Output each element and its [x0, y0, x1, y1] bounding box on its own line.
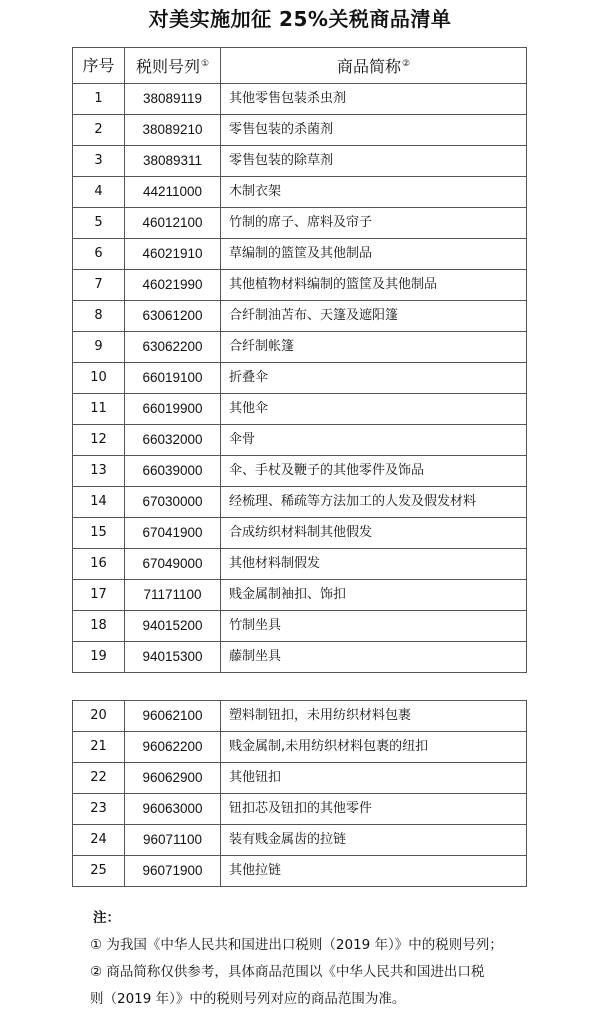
table-row: [73, 825, 527, 856]
table-row: [73, 177, 527, 208]
table-row: [73, 732, 527, 763]
cell-product-name: 经梳理、稀疏等方法加工的人发及假发材料: [221, 487, 527, 518]
cell-tariff-code: 38089119: [125, 84, 221, 115]
cell-product-name: 其他材料制假发: [221, 549, 527, 580]
cell-product-name: 零售包装的杀菌剂: [221, 115, 527, 146]
cell-product-name: 折叠伞: [221, 363, 527, 394]
page-title: 对美实施加征 25%关税商品清单: [148, 7, 452, 31]
cell-product-name: 伞骨: [221, 425, 527, 456]
cell-no: 13: [73, 456, 125, 487]
table-body-part-2: [73, 701, 527, 887]
cell-product-name: 装有贱金属齿的拉链: [221, 825, 527, 856]
cell-product-name: 其他植物材料编制的篮筐及其他制品: [221, 270, 527, 301]
cell-product-name: 贱金属制,未用纺织材料包裹的纽扣: [221, 732, 527, 763]
cell-tariff-code: 96071900: [125, 856, 221, 887]
table-row: [73, 549, 527, 580]
cell-product-name: 其他伞: [221, 394, 527, 425]
cell-tariff-code: 67041900: [125, 518, 221, 549]
table-row: [73, 611, 527, 642]
table-row: [73, 208, 527, 239]
table-row: [73, 456, 527, 487]
cell-tariff-code: 96071100: [125, 825, 221, 856]
cell-tariff-code: 46021990: [125, 270, 221, 301]
cell-product-name: 钮扣芯及钮扣的其他零件: [221, 794, 527, 825]
cell-product-name: 其他钮扣: [221, 763, 527, 794]
cell-tariff-code: 94015300: [125, 642, 221, 673]
table-header-row: [73, 48, 527, 84]
cell-no: 9: [73, 332, 125, 363]
cell-tariff-code: 66019900: [125, 394, 221, 425]
note-line: ① 为我国《中华人民共和国进出口税则（2019 年）》中的税则号列；: [90, 937, 503, 953]
cell-no: 10: [73, 363, 125, 394]
footnote-mark-2: ②: [401, 59, 411, 69]
table-row: [73, 794, 527, 825]
cell-tariff-code: 46012100: [125, 208, 221, 239]
cell-tariff-code: 38089311: [125, 146, 221, 177]
cell-no: 25: [73, 856, 125, 887]
cell-tariff-code: 44211000: [125, 177, 221, 208]
header-code-label: 税则号列: [135, 57, 200, 76]
table-row: [73, 301, 527, 332]
cell-tariff-code: 94015200: [125, 611, 221, 642]
cell-no: 2: [73, 115, 125, 146]
table-row: [73, 394, 527, 425]
table-row: [73, 518, 527, 549]
cell-no: 4: [73, 177, 125, 208]
cell-tariff-code: 96062900: [125, 763, 221, 794]
cell-no: 15: [73, 518, 125, 549]
table-row: [73, 363, 527, 394]
note-line: ② 商品简称仅供参考，具体商品范围以《中华人民共和国进出口税: [90, 964, 485, 980]
cell-tariff-code: 96062200: [125, 732, 221, 763]
table-row: [73, 425, 527, 456]
cell-no: 19: [73, 642, 125, 673]
cell-product-name: 合纤制帐篷: [221, 332, 527, 363]
cell-no: 6: [73, 239, 125, 270]
cell-product-name: 塑料制钮扣，未用纺织材料包裹: [221, 701, 527, 732]
table-row: [73, 580, 527, 611]
cell-no: 1: [73, 84, 125, 115]
table-body-part-1: [73, 84, 527, 673]
cell-no: 18: [73, 611, 125, 642]
header-name-label: 商品简称: [336, 57, 401, 76]
cell-tariff-code: 71171100: [125, 580, 221, 611]
table-row: [73, 115, 527, 146]
cell-no: 23: [73, 794, 125, 825]
cell-tariff-code: 96062100: [125, 701, 221, 732]
cell-tariff-code: 63062200: [125, 332, 221, 363]
cell-no: 7: [73, 270, 125, 301]
table-row: [73, 856, 527, 887]
header-no: [73, 48, 125, 84]
cell-no: 5: [73, 208, 125, 239]
cell-tariff-code: 66039000: [125, 456, 221, 487]
header-name: [221, 48, 527, 84]
cell-tariff-code: 66019100: [125, 363, 221, 394]
cell-tariff-code: 66032000: [125, 425, 221, 456]
tariff-table-part-1: [72, 47, 527, 673]
cell-product-name: 合纤制油苫布、天篷及遮阳篷: [221, 301, 527, 332]
cell-no: 8: [73, 301, 125, 332]
table-row: [73, 487, 527, 518]
cell-no: 12: [73, 425, 125, 456]
cell-no: 22: [73, 763, 125, 794]
table-row: [73, 146, 527, 177]
cell-tariff-code: 96063000: [125, 794, 221, 825]
cell-tariff-code: 67030000: [125, 487, 221, 518]
table-row: [73, 763, 527, 794]
header-no-label: 序号: [82, 55, 115, 75]
table-row: [73, 84, 527, 115]
table-row: [73, 701, 527, 732]
cell-no: 16: [73, 549, 125, 580]
table-row: [73, 332, 527, 363]
cell-product-name: 合成纺织材料制其他假发: [221, 518, 527, 549]
cell-product-name: 竹制的席子、席料及帘子: [221, 208, 527, 239]
cell-no: 20: [73, 701, 125, 732]
cell-no: 14: [73, 487, 125, 518]
cell-no: 24: [73, 825, 125, 856]
cell-product-name: 藤制坐具: [221, 642, 527, 673]
table-row: [73, 270, 527, 301]
tariff-table-part-2: [72, 700, 527, 887]
cell-product-name: 零售包装的除草剂: [221, 146, 527, 177]
cell-tariff-code: 67049000: [125, 549, 221, 580]
table-row: [73, 642, 527, 673]
cell-product-name: 其他零售包装杀虫剂: [221, 84, 527, 115]
notes-section: [80, 905, 590, 1013]
cell-tariff-code: 63061200: [125, 301, 221, 332]
cell-no: 11: [73, 394, 125, 425]
cell-product-name: 伞、手杖及鞭子的其他零件及饰品: [221, 456, 527, 487]
cell-product-name: 其他拉链: [221, 856, 527, 887]
table-row: [73, 239, 527, 270]
header-code: [125, 48, 221, 84]
cell-product-name: 竹制坐具: [221, 611, 527, 642]
note-line: 则（2019 年）》中的税则号列对应的商品范围为准。: [90, 991, 406, 1007]
notes-heading: 注：: [93, 910, 120, 926]
cell-tariff-code: 38089210: [125, 115, 221, 146]
cell-tariff-code: 46021910: [125, 239, 221, 270]
cell-no: 17: [73, 580, 125, 611]
cell-product-name: 木制衣架: [221, 177, 527, 208]
cell-no: 3: [73, 146, 125, 177]
footnote-mark-1: ①: [200, 59, 210, 69]
cell-product-name: 贱金属制袖扣、饰扣: [221, 580, 527, 611]
cell-no: 21: [73, 732, 125, 763]
cell-product-name: 草编制的篮筐及其他制品: [221, 239, 527, 270]
